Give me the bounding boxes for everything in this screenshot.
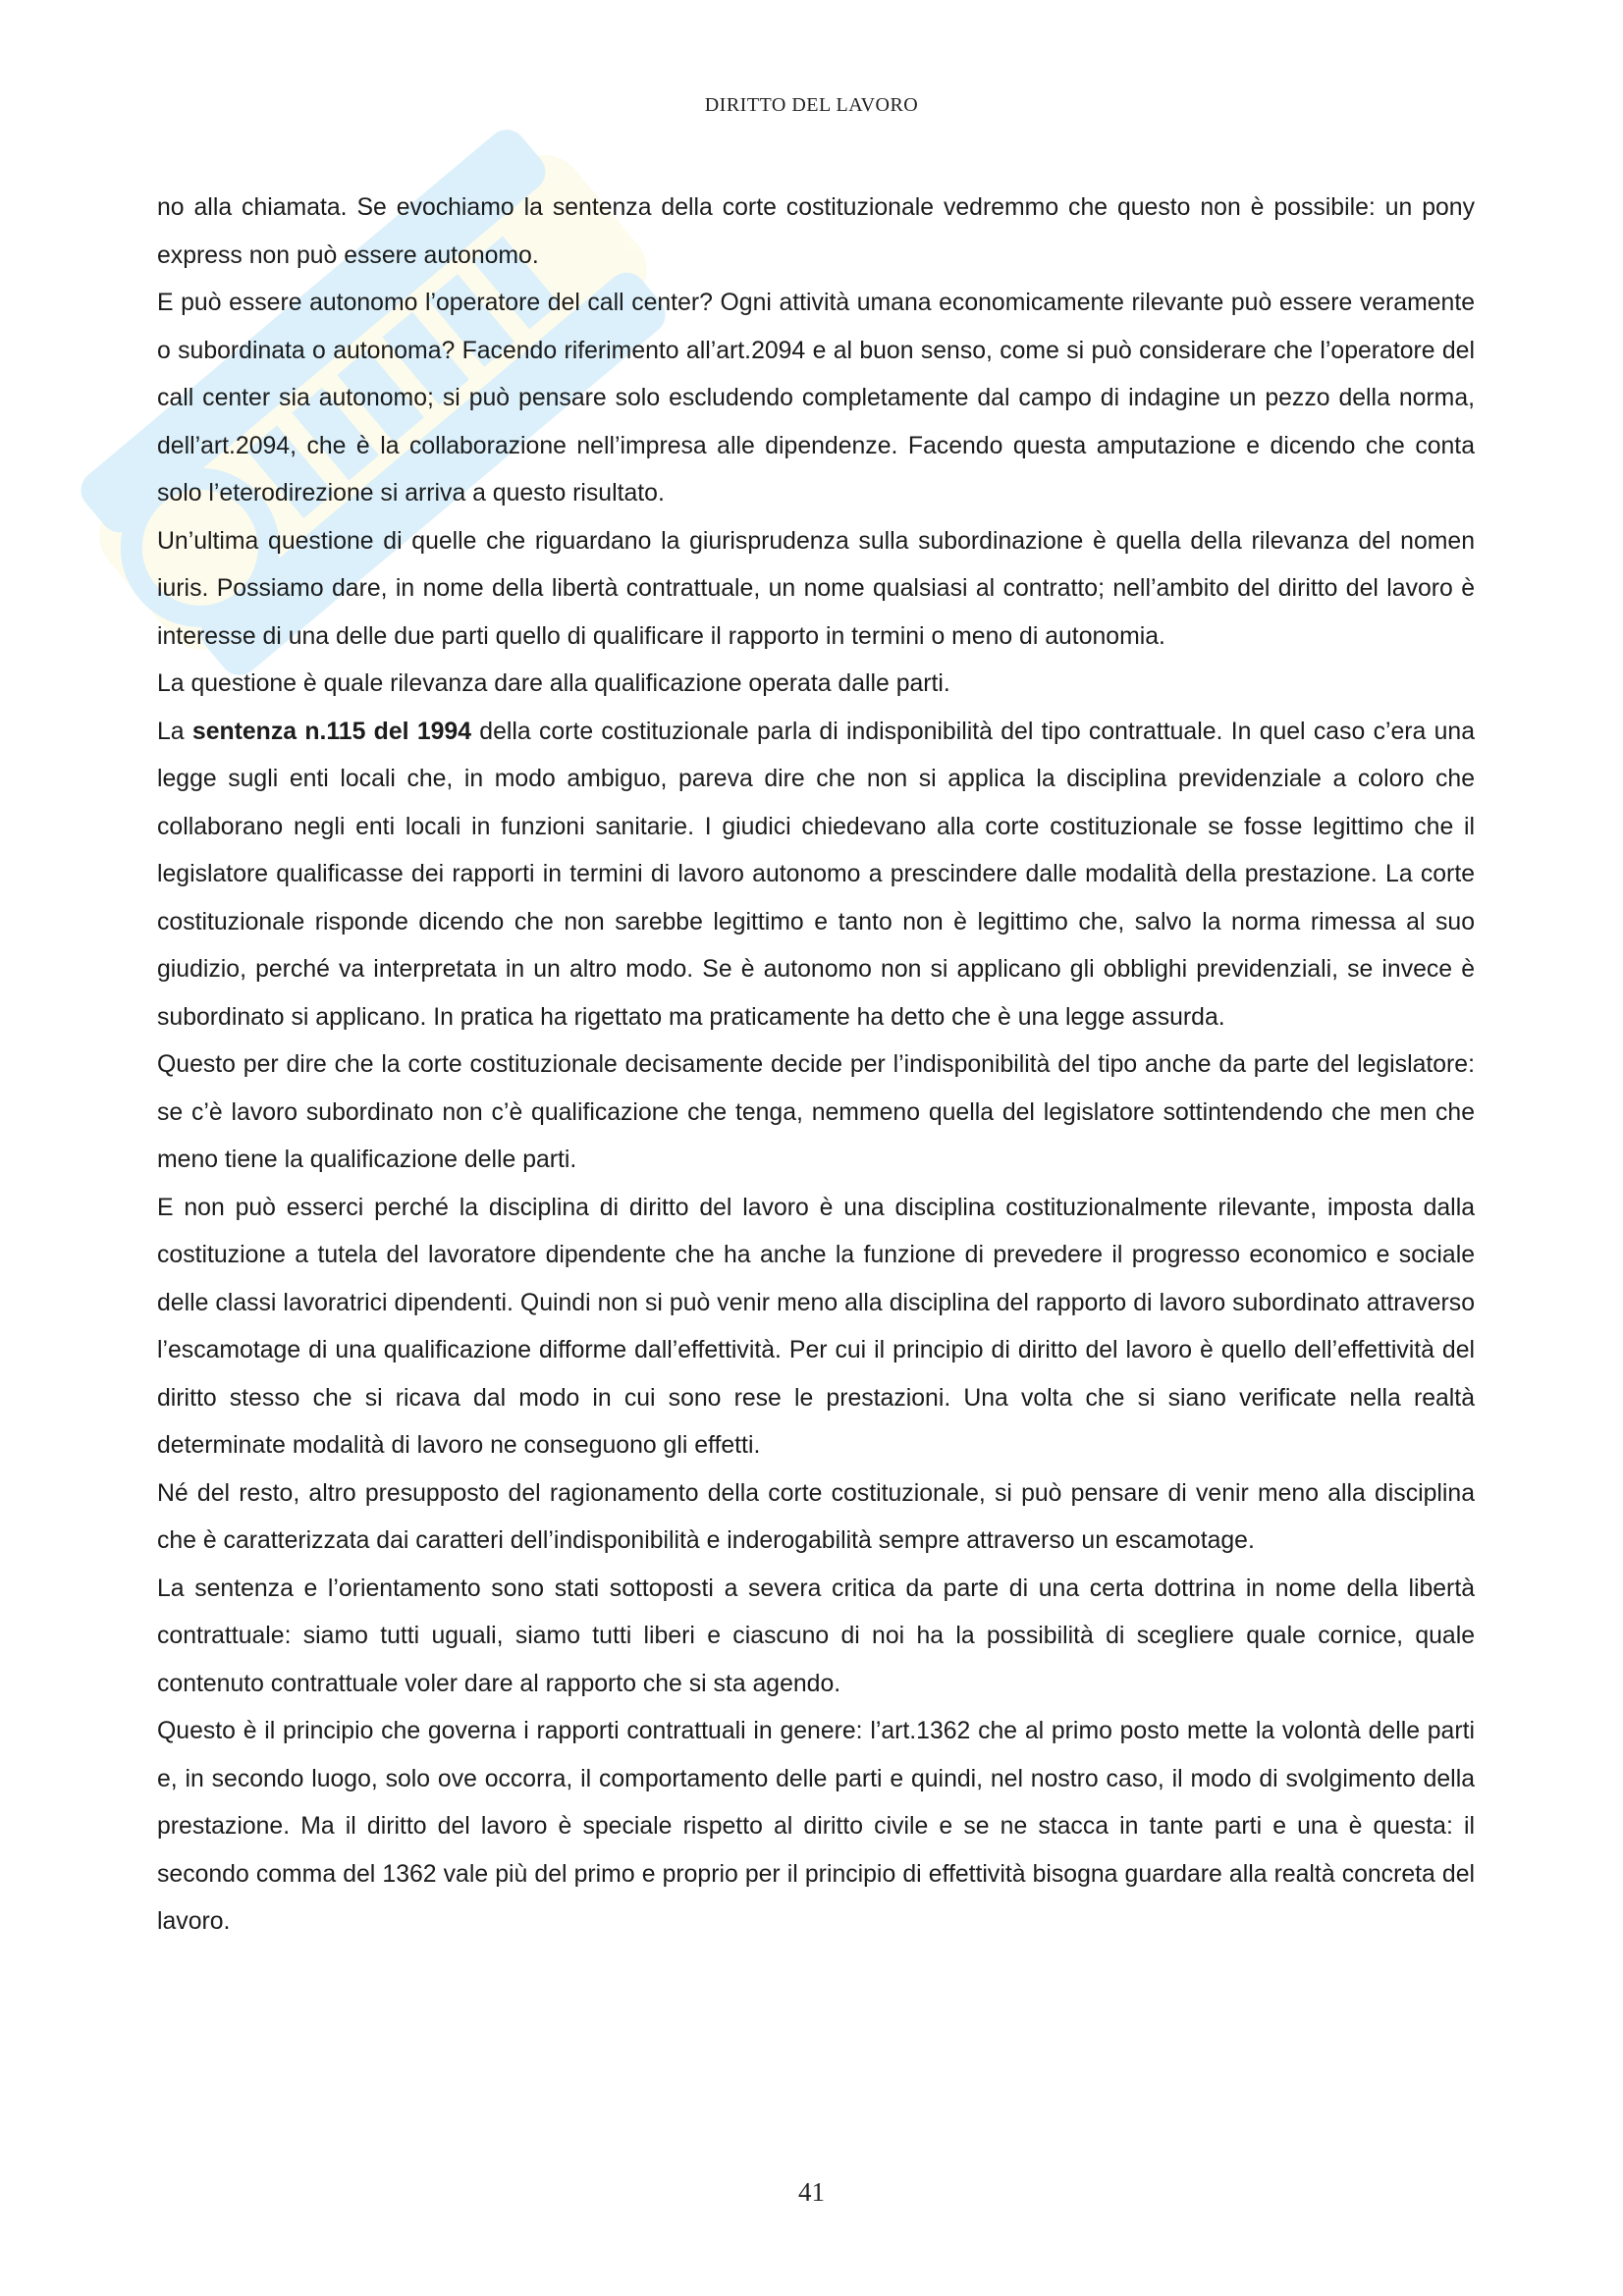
paragraph: Questo per dire che la corte costituzionale decisamente decide per l’indisponibilità del tipo anche da parte del legislatore: se c’è lavoro subordinato non c’è qualificazione che tenga, nemmeno quella del legislatore sottintendendo che men che meno tiene la qualificazione delle parti. [157,1051,1475,1173]
paragraph: La sentenza e l’orientamento sono stati sottoposti a severa critica da parte di una certa dottrina in nome della libertà contrattuale: siamo tutti uguali, siamo tutti liberi e ciascuno di noi ha la possibilità di scegliere quale cornice, quale contenuto contrattuale voler dare al rapporto che si sta agendo. [157,1575,1475,1697]
paragraph: E non può esserci perché la disciplina di diritto del lavoro è una disciplina costituzionalmente rilevante, imposta dalla costituzione a tutela del lavoratore dipendente che ha anche la funzione di prevedere il progresso economico e sociale delle classi lavoratrici dipendenti. Quindi non si può venir meno alla disciplina del rapporto di lavoro subordinato attraverso l’escamotage di una qualificazione difforme dall’effettività. Per cui il principio di diritto del lavoro è quello dell’effettività del diritto stesso che si ricava dal modo in cui sono rese le prestazioni. Una volta che si siano verificate nella realtà determinate modalità di lavoro ne conseguono gli effetti. [157,1194,1475,1459]
paragraph-rest: della corte costituzionale parla di indisponibilità del tipo contrattuale. In quel caso c’era una legge sugli enti locali che, in modo ambiguo, pareva dire che non si applica la disciplina previdenziale a coloro che collaborano negli enti locali in funzioni sanitarie. I giudici chiedevano alla corte costituzionale se fosse legittimo che il legislatore qualificasse dei rapporti in termini di lavoro autonomo a prescindere dalle modalità della prestazione. La corte costituzionale risponde dicendo che non sarebbe legittimo e tanto non è legittimo che, salvo la norma rimessa al suo giudizio, perché va interpretata in un altro modo. Se è autonomo non si applicano gli obblighi previdenziali, se invece è subordinato si applicano. In pratica ha rigettato ma praticamente ha detto che è una legge assurda. [157,718,1475,1031]
judgment-reference: sentenza n.115 del 1994 [191,718,471,745]
paragraph: La questione è quale rilevanza dare alla qualificazione operata dalle parti. [157,670,950,697]
paragraph [157,709,1475,1042]
paragraph: Questo è il principio che governa i rapporti contrattuali in genere: l’art.1362 che al primo posto mette la volontà delle parti e, in secondo luogo, solo ove occorra, il comportamento delle parti e quindi, nel nostro caso, il modo di svolgimento della prestazione. Ma il diritto del lavoro è speciale rispetto al diritto civile e se ne stacca in tante parti e una è questa: il secondo comma del 1362 vale più del primo e proprio per il principio di effettività bisogna guardare alla realtà concreta del lavoro. [157,1718,1475,1935]
paragraph: no alla chiamata. Se evochiamo la sentenza della corte costituzionale vedremmo che questo non è possibile: un pony express non può essere autonomo. [157,194,1475,269]
paragraph: Un’ultima questione di quelle che riguardano la giurisprudenza sulla subordinazione è quella della rilevanza del nomen iuris. Possiamo dare, in nome della libertà contrattuale, un nome qualsiasi al contratto; nell’ambito del diritto del lavoro è interesse di una delle due parti quello di qualificare il rapporto in termini o meno di autonomia. [157,527,1475,650]
paragraph: Né del resto, altro presupposto del ragionamento della corte costituzionale, si può pensare di venir meno alla disciplina che è caratterizzata dai caratteri dell’indisponibilità e inderogabilità sempre attraverso un escamotage. [157,1479,1475,1554]
running-header: DIRITTO DEL LAVORO [704,94,919,116]
paragraph-lead: La [157,718,192,745]
page-number: 41 [798,2177,825,2207]
page-body [157,185,1475,1947]
paragraph: E può essere autonomo l’operatore del call center? Ogni attività umana economicamente rilevante può essere veramente o subordinata o autonoma? Facendo riferimento all’art.2094 e al buon senso, come si può considerare che l’operatore del call center sia autonomo; si può pensare solo escludendo completamente dal campo di indagine un pezzo della norma, dell’art.2094, che è la collaborazione nell’impresa alle dipendenze. Facendo questa amputazione e dicendo che conta solo l’eterodirezione si arriva a questo risultato. [157,290,1475,507]
